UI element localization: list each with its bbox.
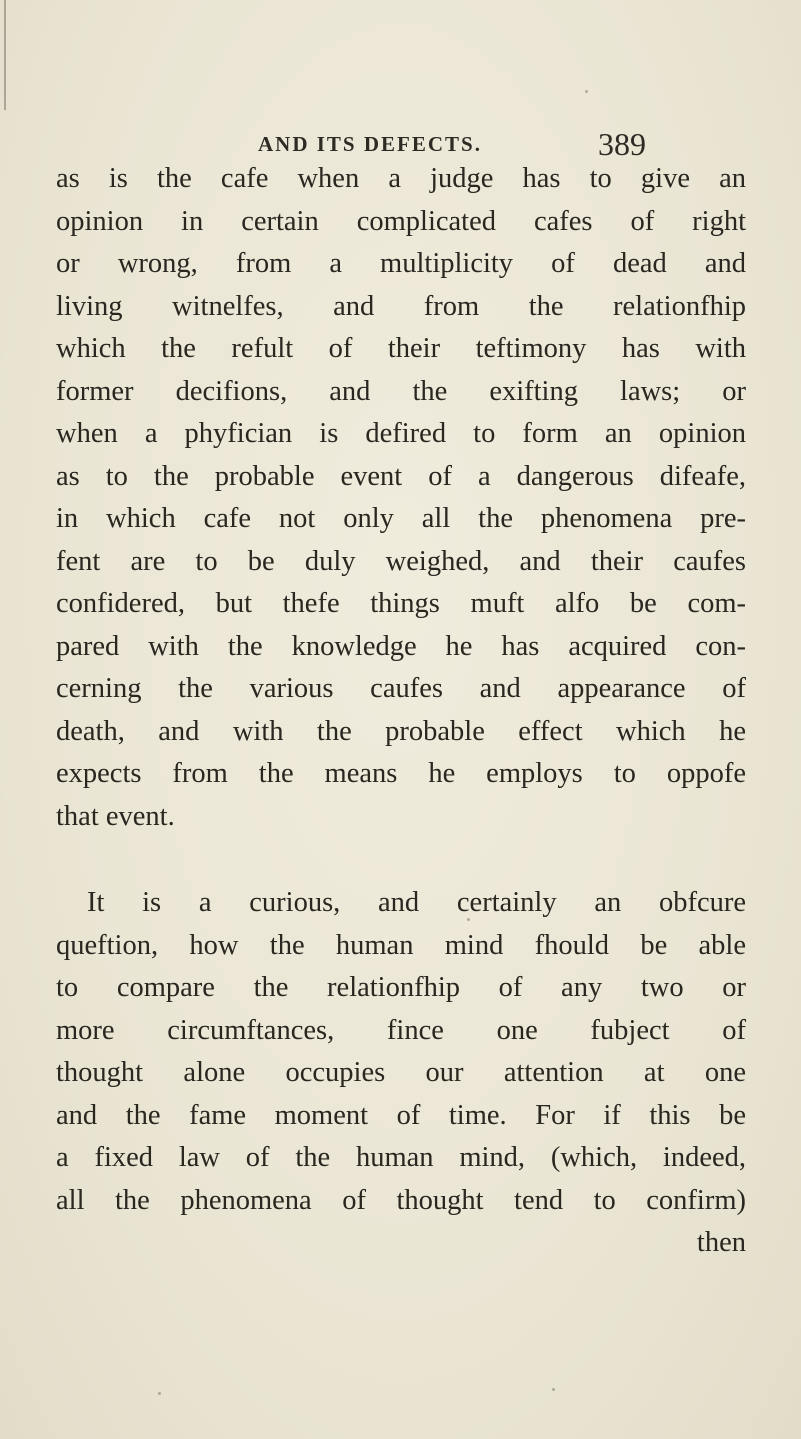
paper-speck (552, 1388, 555, 1391)
text-line: It is a curious, and certainly an obfcure (87, 887, 746, 918)
paper-speck (467, 918, 470, 921)
text-line: cerning the various caufes and appearance of (56, 673, 746, 704)
text-line: former decifions, and the exifting laws; or (56, 375, 746, 407)
text-line: all the phenomena of thought tend to confirm) (56, 1184, 746, 1216)
text-line: pared with the knowledge he has acquired con- (56, 630, 746, 662)
text-line: that event. (56, 800, 175, 832)
page-number: 389 (598, 126, 646, 162)
page-edge-shadow (4, 0, 6, 110)
text-line: in which cafe not only all the phenomena pre- (56, 503, 746, 534)
text-line: fent are to be duly weighed, and their caufes (56, 545, 746, 577)
paragraph-2 (56, 882, 746, 1265)
text-line: queftion, how the human mind fhould be able (56, 929, 746, 961)
text-line: to compare the relationfhip of any two or (56, 972, 746, 1003)
text-line: death, and with the probable effect which he (56, 715, 746, 747)
text-line: expects from the means he employs to oppofe (56, 758, 746, 789)
text-line: more circumftances, fince one fubject of (56, 1014, 746, 1046)
catchword: then (696, 1227, 746, 1258)
body-text (56, 158, 746, 1265)
running-head: AND ITS DEFECTS. (258, 132, 482, 156)
text-line: opinion in certain complicated cafes of right (56, 205, 746, 237)
text-line: and the fame moment of time. For if this be (56, 1099, 746, 1131)
paper-speck (158, 1392, 161, 1395)
text-line: confidered, but thefe things muft alfo be com- (56, 588, 746, 619)
paper-speck (585, 90, 588, 93)
text-line: which the refult of their teftimony has with (56, 333, 746, 364)
paragraph-gap (56, 838, 746, 882)
text-line: living witnelfes, and from the relationfhip (56, 290, 746, 322)
text-line: when a phyfician is defired to form an opinion (56, 418, 746, 449)
text-line: as to the probable event of a dangerous difeafe, (56, 460, 746, 492)
text-line: as is the cafe when a judge has to give an (56, 163, 746, 194)
paragraph-1 (56, 158, 746, 838)
text-line: thought alone occupies our attention at one (56, 1057, 746, 1088)
text-line: a fixed law of the human mind, (which, indeed, (56, 1142, 746, 1173)
text-line: or wrong, from a multiplicity of dead and (56, 248, 746, 279)
